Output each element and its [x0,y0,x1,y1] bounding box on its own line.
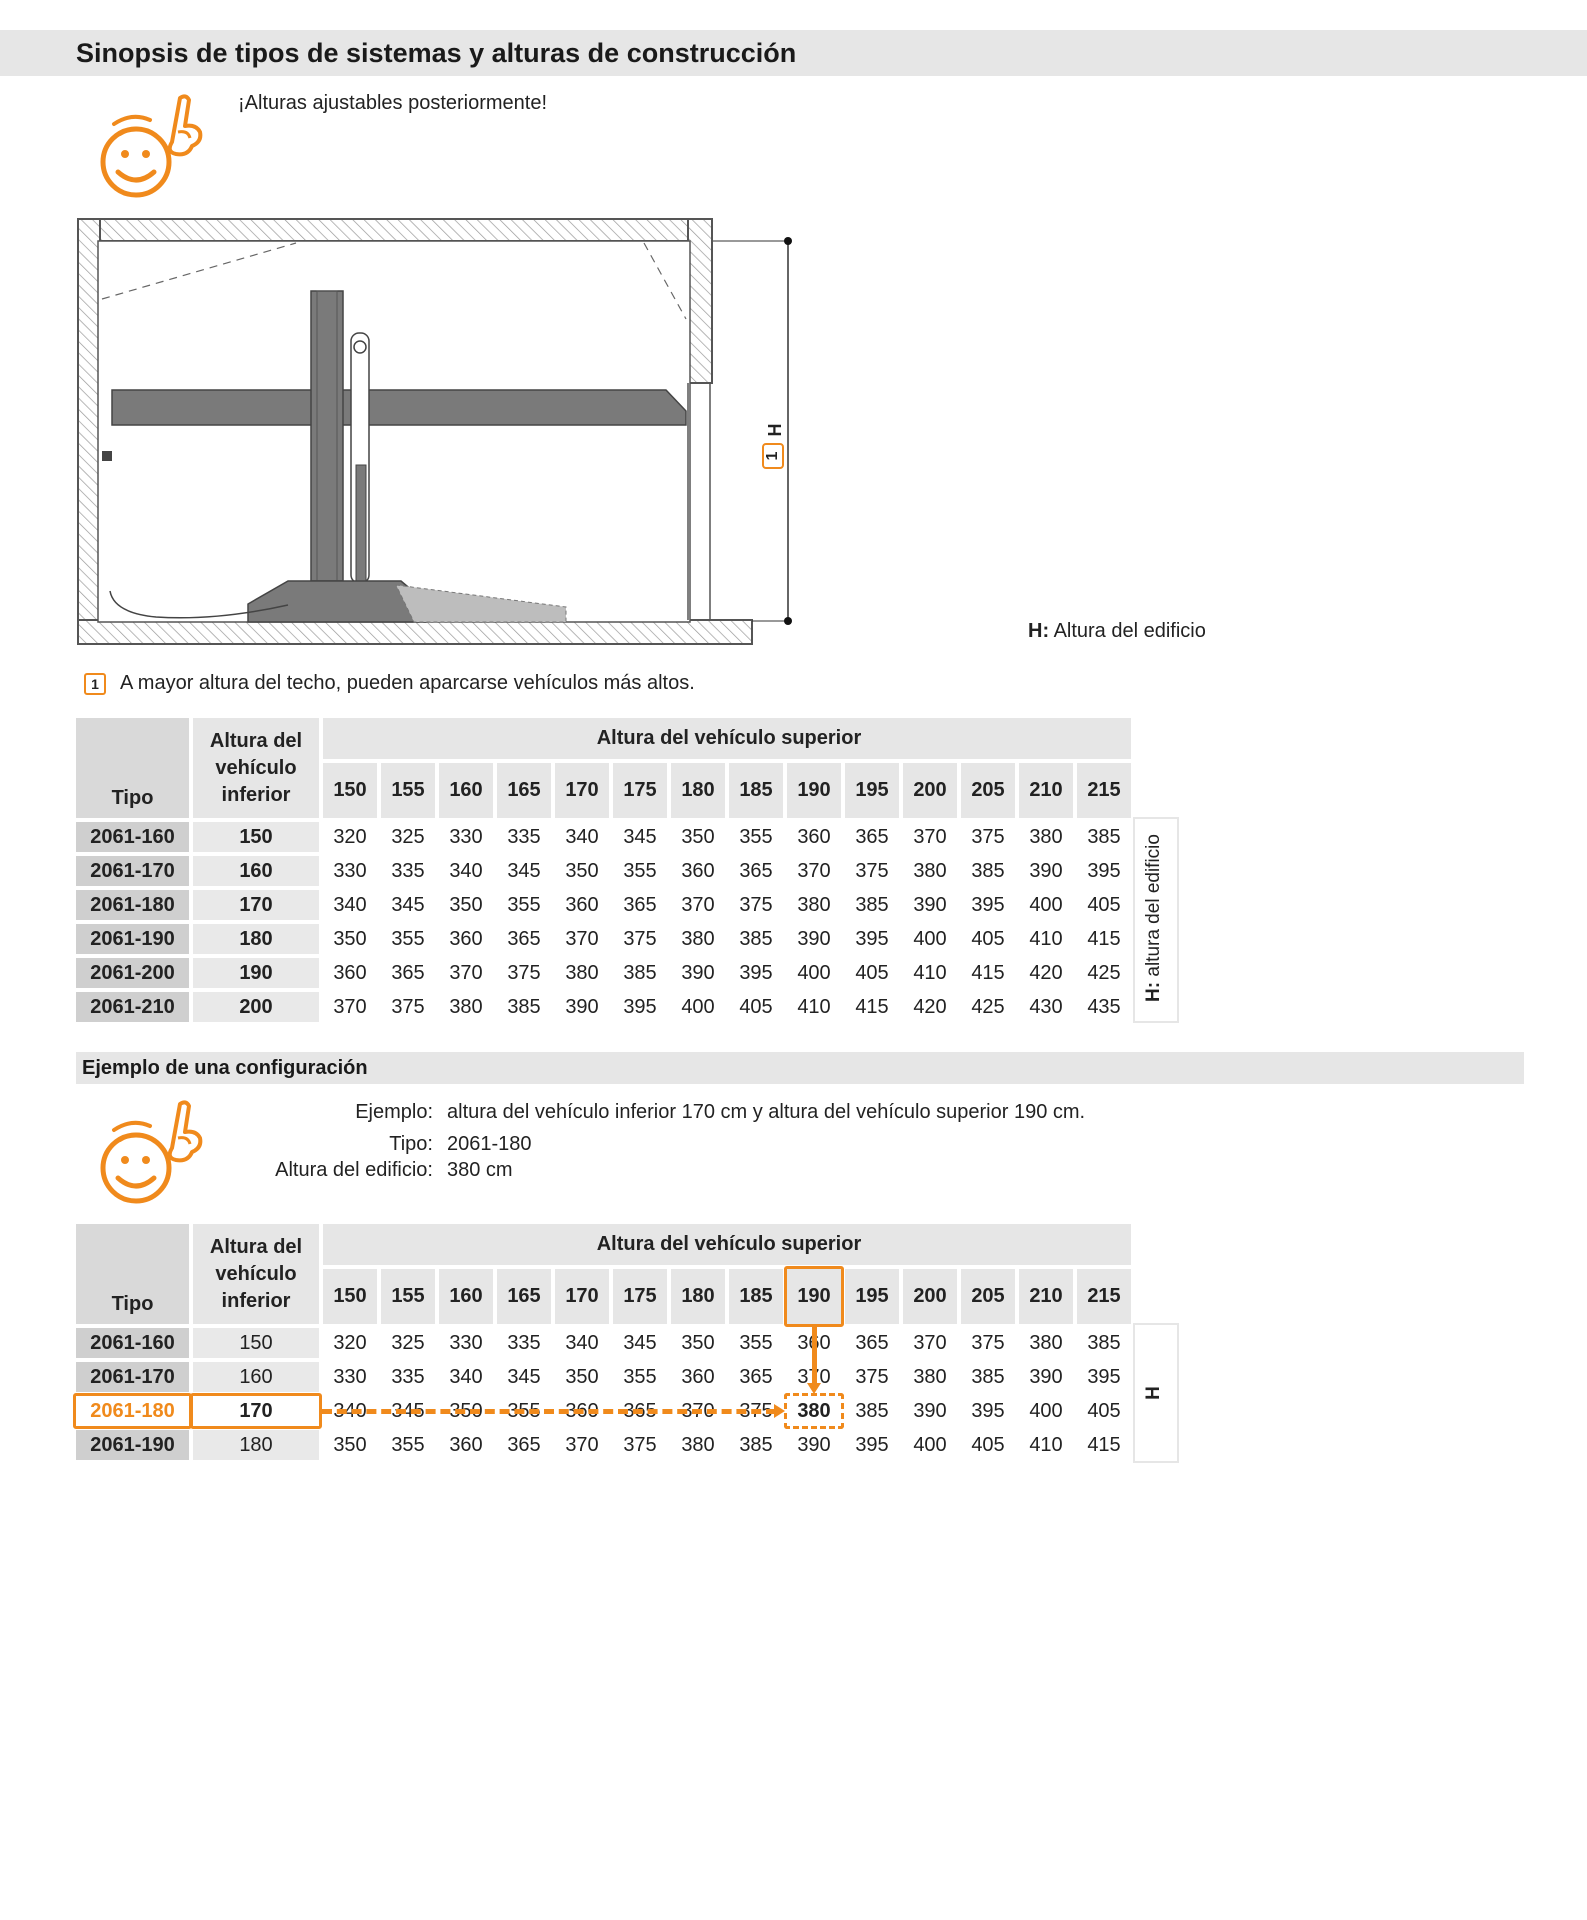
building-height-cell: 410 [903,958,957,988]
col-lower-line: inferior [221,1289,291,1312]
building-height-cell: 340 [555,1328,609,1358]
building-height-cell: 375 [613,924,667,954]
building-section-diagram [76,215,816,645]
lower-height-cell: 170 [193,1396,319,1426]
upper-height-header: 195 [845,1269,899,1324]
building-height-cell: 330 [439,1328,493,1358]
building-height-cell: 370 [439,958,493,988]
building-height-cell: 395 [961,890,1015,920]
building-height-cell: 385 [729,1430,783,1460]
page-title: Sinopsis de tipos de sistemas y alturas de construcción [76,38,797,68]
table-row [76,1362,1131,1392]
building-height-cell: 355 [613,1362,667,1392]
building-height-cell: 380 [1019,1328,1073,1358]
table2-side-label: H [1143,1386,1164,1400]
building-height-cell: 365 [729,856,783,886]
diagram-legend [1028,620,1206,643]
side-label-key: H: [1143,981,1164,1002]
col-tipo-header [76,1224,189,1324]
building-height-cell: 385 [961,856,1015,886]
building-height-cell: 380 [671,1430,725,1460]
building-height-cell: 365 [381,958,435,988]
building-height-cell: 370 [671,890,725,920]
building-height-cell: 350 [323,1430,377,1460]
tipo-cell: 2061-180 [76,1396,189,1426]
building-height-cell: 425 [961,992,1015,1022]
building-height-cell: 395 [1077,856,1131,886]
col-lower-header [193,718,319,818]
col-tipo-header [76,718,189,818]
table-row [76,822,1131,852]
example-title: Ejemplo de una configuración [82,1057,368,1079]
lower-height-cell: 150 [193,1328,319,1358]
building-height-cell: 320 [323,822,377,852]
building-height-cell: 390 [1019,1362,1073,1392]
building-height-cell: 390 [1019,856,1073,886]
building-height-cell: 430 [1019,992,1073,1022]
building-height-cell: 405 [1077,1396,1131,1426]
upper-height-header: 210 [1019,763,1073,818]
building-height-cell: 335 [381,1362,435,1392]
tipo-cell: 2061-190 [76,924,189,954]
building-height-cell: 360 [555,1396,609,1426]
upper-height-header: 160 [439,763,493,818]
col-lower-line: Altura del [209,1235,303,1258]
legend-text: Altura del edificio [1053,620,1206,642]
building-height-cell: 415 [845,992,899,1022]
building-height-cell: 385 [497,992,551,1022]
building-height-cell: 385 [613,958,667,988]
building-height-cell: 345 [381,890,435,920]
building-height-cell: 405 [961,1430,1015,1460]
building-height-cell: 350 [555,1362,609,1392]
building-height-cell: 375 [961,1328,1015,1358]
building-height-cell: 355 [613,856,667,886]
building-height-cell: 365 [613,1396,667,1426]
building-height-cell: 390 [555,992,609,1022]
building-height-cell: 340 [555,822,609,852]
upper-height-header: 170 [555,763,609,818]
building-height-cell: 385 [729,924,783,954]
building-height-cell: 345 [613,1328,667,1358]
building-height-cell: 335 [497,1328,551,1358]
col-lower-line: inferior [221,783,291,806]
building-height-cell: 340 [439,856,493,886]
building-height-cell: 365 [497,924,551,954]
upper-height-header: 190 [787,1269,841,1324]
example-height-value: 380 cm [447,1159,513,1181]
building-height-cell: 415 [1077,1430,1131,1460]
building-height-cell: 360 [787,822,841,852]
tip-text: ¡Alturas ajustables posteriormente! [238,92,548,114]
tipo-cell: 2061-190 [76,1430,189,1460]
building-height-cell: 360 [555,890,609,920]
building-height-cell: 390 [787,924,841,954]
building-height-cell: 400 [903,1430,957,1460]
upper-height-header: 175 [613,763,667,818]
building-height-cell: 340 [323,890,377,920]
table-row [76,1430,1131,1460]
diagram-h-label: H [765,423,785,437]
building-height-cell: 395 [845,924,899,954]
building-height-cell: 405 [845,958,899,988]
table1-side-label [1143,834,1165,1002]
building-height-cell: 390 [903,890,957,920]
building-height-cell: 350 [671,822,725,852]
building-height-cell: 435 [1077,992,1131,1022]
col-tipo-label: Tipo [111,787,154,809]
building-height-cell: 380 [787,890,841,920]
tipo-cell: 2061-160 [76,1328,189,1358]
building-height-cell: 385 [1077,822,1131,852]
lower-height-cell: 170 [193,890,319,920]
building-height-cell: 360 [671,1362,725,1392]
building-height-cell: 400 [1019,1396,1073,1426]
building-height-cell: 375 [845,1362,899,1392]
building-height-cell: 385 [845,1396,899,1426]
col-upper-header [323,718,1131,759]
building-height-cell: 320 [323,1328,377,1358]
building-height-cell: 415 [961,958,1015,988]
building-height-cell: 400 [1019,890,1073,920]
building-height-cell: 380 [903,1362,957,1392]
upper-height-header: 155 [381,1269,435,1324]
col-upper-header [323,1224,1131,1265]
building-height-cell: 375 [961,822,1015,852]
building-height-cell: 360 [787,1328,841,1358]
table-row [76,1328,1131,1358]
upper-height-header: 200 [903,763,957,818]
building-height-cell: 330 [323,1362,377,1392]
building-height-cell: 395 [613,992,667,1022]
example-tipo-value: 2061-180 [447,1133,532,1155]
upper-height-header: 210 [1019,1269,1073,1324]
note-text: A mayor altura del techo, pueden aparcarse vehículos más altos. [120,672,695,694]
upper-height-header: 165 [497,1269,551,1324]
building-height-cell: 335 [497,822,551,852]
upper-height-header: 185 [729,763,783,818]
building-height-cell: 380 [671,924,725,954]
lower-height-cell: 150 [193,822,319,852]
col-tipo-label: Tipo [111,1293,154,1315]
building-height-cell: 365 [845,822,899,852]
building-height-cell: 385 [845,890,899,920]
building-height-cell: 395 [729,958,783,988]
building-height-cell: 355 [381,924,435,954]
example-height-table [72,1220,1135,1464]
building-height-cell: 375 [729,890,783,920]
example-value: altura del vehículo inferior 170 cm y altura del vehículo superior 190 cm. [447,1101,1086,1123]
building-height-cell: 355 [729,1328,783,1358]
building-height-cell: 360 [671,856,725,886]
tipo-cell: 2061-160 [76,822,189,852]
col-lower-line: vehículo [215,1262,297,1285]
building-height-cell: 350 [323,924,377,954]
tipo-cell: 2061-170 [76,856,189,886]
building-height-cell: 375 [613,1430,667,1460]
building-height-cell: 410 [1019,1430,1073,1460]
upper-height-header: 195 [845,763,899,818]
building-height-cell: 350 [439,890,493,920]
building-height-cell: 375 [497,958,551,988]
building-height-cell: 340 [323,1396,377,1426]
building-height-cell: 395 [845,1430,899,1460]
building-height-cell: 330 [323,856,377,886]
upper-height-header: 180 [671,763,725,818]
building-height-cell: 395 [961,1396,1015,1426]
upper-height-header: 170 [555,1269,609,1324]
upper-height-header: 190 [787,763,841,818]
building-height-cell: 380 [1019,822,1073,852]
building-height-cell: 370 [671,1396,725,1426]
building-height-cell: 350 [439,1396,493,1426]
building-height-cell: 415 [1077,924,1131,954]
building-height-cell: 365 [613,890,667,920]
building-height-cell: 370 [787,1362,841,1392]
building-height-cell: 405 [729,992,783,1022]
building-height-cell: 360 [323,958,377,988]
table-row [76,924,1131,954]
building-height-cell: 385 [961,1362,1015,1392]
building-height-cell: 410 [1019,924,1073,954]
building-height-cell: 355 [497,1396,551,1426]
building-height-cell: 370 [903,822,957,852]
upper-height-header: 205 [961,1269,1015,1324]
building-height-cell: 325 [381,822,435,852]
example-label: Ejemplo: [355,1101,433,1123]
building-height-cell: 325 [381,1328,435,1358]
legend-key: H: [1028,620,1050,642]
col-lower-line: Altura del [209,729,303,752]
building-height-cell: 355 [381,1430,435,1460]
building-height-cell: 420 [1019,958,1073,988]
building-height-cell: 380 [787,1396,841,1426]
building-height-cell: 385 [1077,1328,1131,1358]
building-height-cell: 405 [961,924,1015,954]
lower-height-cell: 160 [193,856,319,886]
building-height-cell: 375 [729,1396,783,1426]
building-height-cell: 355 [497,890,551,920]
upper-height-header: 160 [439,1269,493,1324]
building-height-cell: 340 [439,1362,493,1392]
building-height-cell: 370 [787,856,841,886]
building-height-cell: 370 [903,1328,957,1358]
upper-height-header: 205 [961,763,1015,818]
building-height-cell: 345 [381,1396,435,1426]
table-row [76,1396,1131,1426]
col-lower-line: vehículo [215,756,297,779]
upper-height-header: 175 [613,1269,667,1324]
upper-height-header: 180 [671,1269,725,1324]
building-height-cell: 370 [323,992,377,1022]
lower-height-cell: 200 [193,992,319,1022]
upper-height-header: 185 [729,1269,783,1324]
upper-height-header: 200 [903,1269,957,1324]
building-height-cell: 355 [729,822,783,852]
building-height-cell: 370 [555,924,609,954]
diagram-marker-1: 1 [764,451,781,461]
building-height-cell: 425 [1077,958,1131,988]
upper-height-header: 155 [381,763,435,818]
col-upper-label: Altura del vehículo superior [596,1233,862,1255]
upper-height-header: 215 [1077,1269,1131,1324]
building-height-cell: 365 [729,1362,783,1392]
height-table [72,714,1135,1026]
table-row [76,890,1131,920]
building-height-cell: 365 [497,1430,551,1460]
building-height-cell: 330 [439,822,493,852]
building-height-cell: 335 [381,856,435,886]
building-height-cell: 350 [555,856,609,886]
smiley-pointing-icon [92,1100,210,1210]
table-row [76,856,1131,886]
lower-height-cell: 190 [193,958,319,988]
building-height-cell: 420 [903,992,957,1022]
upper-height-header: 150 [323,1269,377,1324]
building-height-cell: 395 [1077,1362,1131,1392]
building-height-cell: 345 [497,1362,551,1392]
lower-height-cell: 180 [193,924,319,954]
col-upper-label: Altura del vehículo superior [596,727,862,749]
building-height-cell: 380 [555,958,609,988]
building-height-cell: 365 [845,1328,899,1358]
building-height-cell: 390 [671,958,725,988]
building-height-cell: 400 [903,924,957,954]
building-height-cell: 345 [497,856,551,886]
side-label-text: altura del edificio [1143,834,1164,977]
building-height-cell: 375 [845,856,899,886]
building-height-cell: 350 [671,1328,725,1358]
note-marker: 1 [84,673,106,695]
tipo-cell: 2061-200 [76,958,189,988]
upper-height-header: 150 [323,763,377,818]
table-row [76,958,1131,988]
example-height-label: Altura del edificio: [275,1159,433,1181]
building-height-cell: 390 [903,1396,957,1426]
building-height-cell: 375 [381,992,435,1022]
building-height-cell: 360 [439,924,493,954]
building-height-cell: 400 [787,958,841,988]
tipo-cell: 2061-180 [76,890,189,920]
upper-height-header: 165 [497,763,551,818]
lower-height-cell: 180 [193,1430,319,1460]
building-height-cell: 380 [903,856,957,886]
building-height-cell: 400 [671,992,725,1022]
building-height-cell: 390 [787,1430,841,1460]
lower-height-cell: 160 [193,1362,319,1392]
tipo-cell: 2061-210 [76,992,189,1022]
smiley-pointing-icon [92,94,210,204]
building-height-cell: 380 [439,992,493,1022]
tipo-cell: 2061-170 [76,1362,189,1392]
example-tipo-label: Tipo: [389,1133,433,1155]
building-height-cell: 370 [555,1430,609,1460]
col-lower-header [193,1224,319,1324]
building-height-cell: 405 [1077,890,1131,920]
upper-height-header: 215 [1077,763,1131,818]
table-row [76,992,1131,1022]
building-height-cell: 360 [439,1430,493,1460]
building-height-cell: 345 [613,822,667,852]
building-height-cell: 410 [787,992,841,1022]
